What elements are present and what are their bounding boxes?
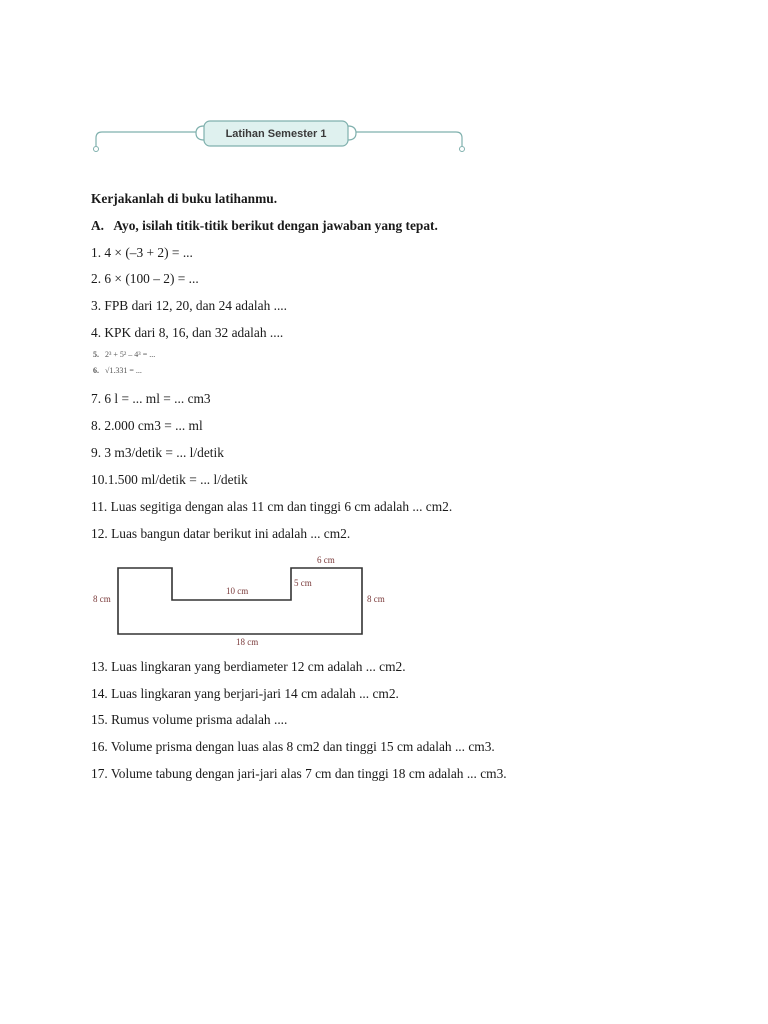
section-title: Ayo, isilah titik-titik berikut dengan jawaban yang tepat. xyxy=(113,218,438,233)
label-bottom: 18 cm xyxy=(236,637,259,647)
question-2: 2. 6 × (100 – 2) = ... xyxy=(91,271,199,286)
composite-shape-figure xyxy=(85,550,405,650)
question-1: 1. 4 × (–3 + 2) = ... xyxy=(91,245,193,260)
question-4: 4. KPK dari 8, 16, dan 32 adalah .... xyxy=(91,325,284,340)
label-notch-depth: 5 cm xyxy=(294,578,312,588)
question-12: 12. Luas bangun datar berikut ini adalah ... cm2. xyxy=(91,526,351,541)
label-left-side: 8 cm xyxy=(93,594,111,604)
question-15: 15. Rumus volume prisma adalah .... xyxy=(91,712,288,727)
question-13: 13. Luas lingkaran yang berdiameter 12 cm adalah ... cm2. xyxy=(91,659,406,674)
banner-title: Latihan Semester 1 xyxy=(225,128,327,140)
label-notch-width: 10 cm xyxy=(226,586,249,596)
section-heading xyxy=(91,218,438,234)
section-banner xyxy=(92,118,472,158)
question-11: 11. Luas segitiga dengan alas 11 cm dan tinggi 6 cm adalah ... cm2. xyxy=(91,499,453,514)
question-8: 8. 2.000 cm3 = ... ml xyxy=(91,418,203,433)
label-right-side: 8 cm xyxy=(367,594,385,604)
question-9: 9. 3 m3/detik = ... l/detik xyxy=(91,445,224,460)
question-5-text: 2³ + 5² – 4³ = ... xyxy=(105,350,156,359)
question-7: 7. 6 l = ... ml = ... cm3 xyxy=(91,391,211,406)
question-5-number: 5. xyxy=(93,350,99,359)
question-6-number: 6. xyxy=(93,366,99,375)
question-14: 14. Luas lingkaran yang berjari-jari 14 cm adalah ... cm2. xyxy=(91,686,399,701)
question-3: 3. FPB dari 12, 20, dan 24 adalah .... xyxy=(91,298,288,313)
question-5 xyxy=(93,350,155,359)
question-6 xyxy=(93,366,142,375)
question-6-text: √1.331 = ... xyxy=(105,366,142,375)
label-top-right: 6 cm xyxy=(317,555,335,565)
question-10: 10.1.500 ml/detik = ... l/detik xyxy=(91,472,248,487)
section-letter: A. xyxy=(91,218,105,233)
question-16: 16. Volume prisma dengan luas alas 8 cm2 dan tinggi 15 cm adalah ... cm3. xyxy=(91,739,495,754)
question-17: 17. Volume tabung dengan jari-jari alas 7 cm dan tinggi 18 cm adalah ... cm3. xyxy=(91,766,507,781)
u-shape-diagram xyxy=(85,550,405,650)
instruction-text: Kerjakanlah di buku latihanmu. xyxy=(91,191,278,206)
